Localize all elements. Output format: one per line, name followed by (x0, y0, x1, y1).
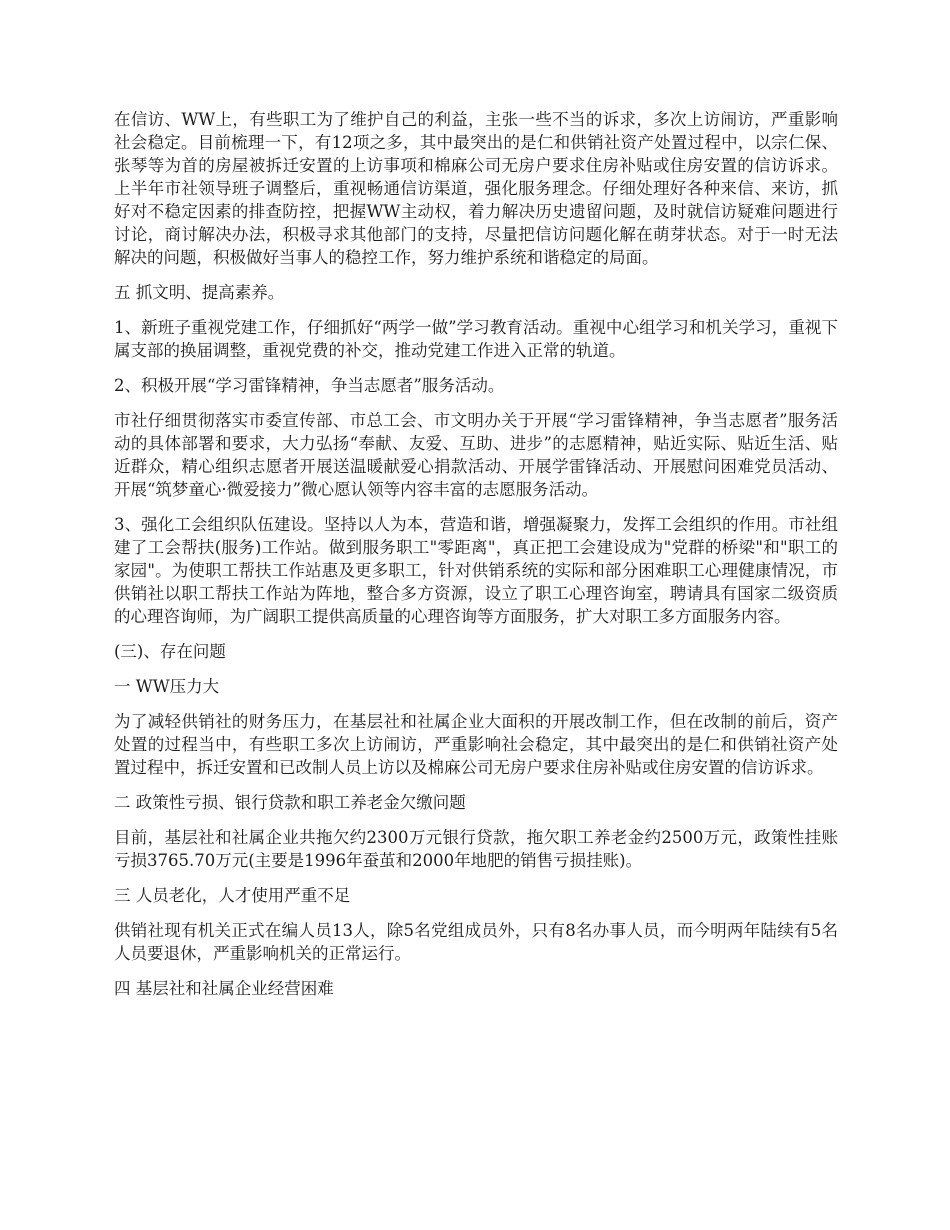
subheading-volunteer-activity: 2、积极开展“学习雷锋精神，争当志愿者”服务活动。 (114, 376, 505, 395)
section-heading-civilization: 五 抓文明、提高素养。 (114, 283, 285, 302)
paragraph-staffing-details: 供销社现有机关正式在编人员13人，除5名党组成员外，只有8名办事人员，而今明两年陆续有5名人员要退休，严重影响机关的正常运行。 (114, 921, 838, 963)
problem-heading-staffing: 三 人员老化，人才使用严重不足 (114, 886, 351, 905)
paragraph-union-building: 3、强化工会组织队伍建设。坚持以人为本，营造和谐，增强凝聚力，发挥工会组织的作用。市社组建了工会帮扶(服务)工作站。做到服务职工"零距离"，真正把工会建设成为"党群的桥梁"和"职工的家园"。为使职工帮扶工作站惠及更多职工，针对供销系统的实际和部分困难职工心理健康情况，市供销社以职工帮扶工作站为阵地，整合多方资源，设立了职工心理咨询室，聘请具有国家二级资质的心理咨询师，为广阔职工提供高质量的心理咨询等方面服务，扩大对职工多方面服务内容。 (114, 515, 838, 626)
problem-heading-losses: 二 政策性亏损、银行贷款和职工养老金欠缴问题 (114, 793, 466, 812)
section-heading-problems: (三)、存在问题 (114, 642, 226, 661)
paragraph-petition-work: 在信访、WW上，有些职工为了维护自己的利益，主张一些不当的诉求，多次上访闹访，严重影响社会稳定。目前梳理一下，有12项之多，其中最突出的是仁和供销社资产处置过程中，以宗仁保、张琴等为首的房屋被拆迁安置的上访事项和棉麻公司无房户要求住房补贴或住房安置的信访诉求。上半年市社领导班子调整后，重视畅通信访渠道，强化服务理念。仔细处理好各种来信、来访，抓好对不稳定因素的排查防控，把握WW主动权，着力解决历史遗留问题，及时就信访疑难问题进行讨论，商讨解决办法，积极寻求其他部门的支持，尽量把信访问题化解在萌芽状态。对于一时无法解决的问题，积极做好当事人的稳控工作，努力维护系统和谐稳定的局面。 (114, 110, 838, 267)
problem-heading-operations: 四 基层社和社属企业经营困难 (114, 979, 334, 998)
paragraph-volunteer-details: 市社仔细贯彻落实市委宣传部、市总工会、市文明办关于开展“学习雷锋精神，争当志愿者”服务活动的具体部署和要求，大力弘扬“奉献、友爱、互助、进步”的志愿精神，贴近实际、贴近生活、贴近群众，精心组织志愿者开展送温暖献爱心捐款活动、开展学雷锋活动、开展慰问困难党员活动、开展“筑梦童心·微爱接力”微心愿认领等内容丰富的志愿服务活动。 (114, 411, 838, 499)
paragraph-losses-details: 目前，基层社和社属企业共拖欠约2300万元银行贷款，拖欠职工养老金约2500万元，政策性挂账亏损3765.70万元(主要是1996年蚕茧和2000年地肥的销售亏损挂账)。 (114, 828, 838, 870)
paragraph-pressure-details: 为了减轻供销社的财务压力，在基层社和社属企业大面积的开展改制工作，但在改制的前后，资产处置的过程当中，有些职工多次上访闹访，严重影响社会稳定，其中最突出的是仁和供销社资产处置过程中，拆迁安置和已改制人员上访以及棉麻公司无房户要求住房补贴或住房安置的信访诉求。 (114, 712, 838, 777)
paragraph-party-building: 1、新班子重视党建工作，仔细抓好“两学一做”学习教育活动。重视中心组学习和机关学习，重视下属支部的换届调整，重视党费的补交，推动党建工作进入正常的轨道。 (114, 318, 838, 360)
problem-heading-pressure: 一 WW压力大 (114, 677, 220, 696)
